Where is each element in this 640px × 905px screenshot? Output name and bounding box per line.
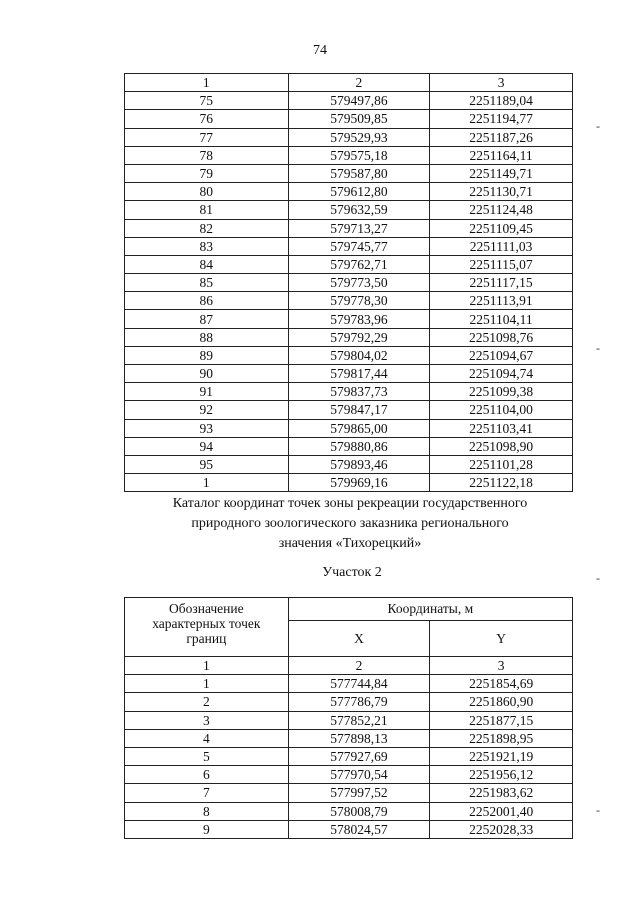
x-coordinate-cell: 577744,84 bbox=[288, 675, 430, 693]
x-coordinate-cell: 579632,59 bbox=[288, 201, 430, 219]
point-number-cell: 5 bbox=[125, 747, 289, 765]
point-number-cell: 95 bbox=[125, 455, 289, 473]
y-coordinate-cell: 2251113,91 bbox=[430, 292, 573, 310]
point-number-cell: 90 bbox=[125, 365, 289, 383]
margin-mark: - bbox=[596, 341, 600, 355]
table-header-row bbox=[125, 74, 573, 92]
y-header: Y bbox=[430, 620, 573, 656]
x-coordinate-cell: 578008,79 bbox=[288, 802, 430, 820]
column-number-2: 2 bbox=[288, 74, 430, 92]
y-coordinate-cell: 2251956,12 bbox=[430, 766, 573, 784]
caption-line: природного зоологического заказника регионального bbox=[191, 516, 509, 531]
margin-mark: - bbox=[596, 571, 600, 585]
x-coordinate-cell: 579804,02 bbox=[288, 346, 430, 364]
y-coordinate-cell: 2251149,71 bbox=[430, 164, 573, 182]
y-coordinate-cell: 2251898,95 bbox=[430, 729, 573, 747]
y-coordinate-cell: 2251094,74 bbox=[430, 365, 573, 383]
table1-body bbox=[125, 92, 573, 492]
designation-header-line: характерных точек bbox=[152, 616, 261, 631]
table-row bbox=[125, 92, 573, 110]
x-coordinate-cell: 579509,85 bbox=[288, 110, 430, 128]
y-coordinate-cell: 2251860,90 bbox=[430, 693, 573, 711]
y-coordinate-cell: 2251117,15 bbox=[430, 274, 573, 292]
y-coordinate-cell: 2251103,41 bbox=[430, 419, 573, 437]
coordinates-header: Координаты, м bbox=[288, 598, 572, 621]
point-number-cell: 89 bbox=[125, 346, 289, 364]
table-row bbox=[125, 419, 573, 437]
margin-mark: - bbox=[596, 803, 600, 817]
table-row bbox=[125, 437, 573, 455]
table-row bbox=[125, 237, 573, 255]
caption-line: значения «Тихорецкий» bbox=[278, 536, 422, 551]
x-coordinate-cell: 577786,79 bbox=[288, 693, 430, 711]
point-number-cell: 84 bbox=[125, 255, 289, 273]
y-coordinate-cell: 2251098,76 bbox=[430, 328, 573, 346]
table-row bbox=[125, 383, 573, 401]
table-row bbox=[125, 474, 573, 492]
point-number-cell: 4 bbox=[125, 729, 289, 747]
point-number-cell: 1 bbox=[125, 474, 289, 492]
point-number-cell: 76 bbox=[125, 110, 289, 128]
x-coordinate-cell: 579612,80 bbox=[288, 183, 430, 201]
table-row bbox=[125, 820, 573, 838]
column-number-3: 3 bbox=[430, 657, 573, 675]
y-coordinate-cell: 2251189,04 bbox=[430, 92, 573, 110]
table-row bbox=[125, 292, 573, 310]
y-coordinate-cell: 2251099,38 bbox=[430, 383, 573, 401]
x-coordinate-cell: 579529,93 bbox=[288, 128, 430, 146]
page-number: 74 bbox=[313, 43, 327, 58]
point-number-cell: 79 bbox=[125, 164, 289, 182]
y-coordinate-cell: 2251122,18 bbox=[430, 474, 573, 492]
table-header-row bbox=[125, 598, 573, 621]
x-header: X bbox=[288, 620, 430, 656]
table-row bbox=[125, 328, 573, 346]
x-coordinate-cell: 578024,57 bbox=[288, 820, 430, 838]
point-number-cell: 85 bbox=[125, 274, 289, 292]
table-row bbox=[125, 675, 573, 693]
table-row bbox=[125, 346, 573, 364]
point-number-cell: 88 bbox=[125, 328, 289, 346]
table-row bbox=[125, 365, 573, 383]
point-number-cell: 3 bbox=[125, 711, 289, 729]
table-row bbox=[125, 784, 573, 802]
point-number-cell: 8 bbox=[125, 802, 289, 820]
designation-header-line: границ bbox=[186, 631, 227, 646]
column-number-2: 2 bbox=[288, 657, 430, 675]
y-coordinate-cell: 2251983,62 bbox=[430, 784, 573, 802]
table-row bbox=[125, 693, 573, 711]
point-number-cell: 75 bbox=[125, 92, 289, 110]
catalog-caption bbox=[120, 494, 580, 554]
point-number-cell: 6 bbox=[125, 766, 289, 784]
table-row bbox=[125, 110, 573, 128]
x-coordinate-cell: 579773,50 bbox=[288, 274, 430, 292]
coordinates-table-section-2 bbox=[124, 597, 573, 839]
point-number-cell: 1 bbox=[125, 675, 289, 693]
y-coordinate-cell: 2251194,77 bbox=[430, 110, 573, 128]
caption-line: Каталог координат точек зоны рекреации государственного bbox=[172, 496, 528, 511]
x-coordinate-cell: 579792,29 bbox=[288, 328, 430, 346]
table-row bbox=[125, 183, 573, 201]
table-row bbox=[125, 802, 573, 820]
x-coordinate-cell: 577927,69 bbox=[288, 747, 430, 765]
x-coordinate-cell: 579783,96 bbox=[288, 310, 430, 328]
y-coordinate-cell: 2251187,26 bbox=[430, 128, 573, 146]
section-title: Участок 2 bbox=[322, 565, 382, 580]
point-number-cell: 87 bbox=[125, 310, 289, 328]
y-coordinate-cell: 2252001,40 bbox=[430, 802, 573, 820]
y-coordinate-cell: 2251098,90 bbox=[430, 437, 573, 455]
y-coordinate-cell: 2251101,28 bbox=[430, 455, 573, 473]
y-coordinate-cell: 2251164,11 bbox=[430, 146, 573, 164]
x-coordinate-cell: 579865,00 bbox=[288, 419, 430, 437]
point-number-cell: 83 bbox=[125, 237, 289, 255]
table-row bbox=[125, 401, 573, 419]
x-coordinate-cell: 577852,21 bbox=[288, 711, 430, 729]
y-coordinate-cell: 2251124,48 bbox=[430, 201, 573, 219]
table-row bbox=[125, 219, 573, 237]
x-coordinate-cell: 579587,80 bbox=[288, 164, 430, 182]
x-coordinate-cell: 579762,71 bbox=[288, 255, 430, 273]
coordinates-table-continued bbox=[124, 73, 573, 492]
table-row bbox=[125, 711, 573, 729]
column-number-3: 3 bbox=[430, 74, 573, 92]
table-row bbox=[125, 128, 573, 146]
column-number-1: 1 bbox=[125, 657, 289, 675]
table-numbering-row bbox=[125, 657, 573, 675]
y-coordinate-cell: 2251115,07 bbox=[430, 255, 573, 273]
margin-mark: - bbox=[596, 119, 600, 133]
y-coordinate-cell: 2251921,19 bbox=[430, 747, 573, 765]
table-row bbox=[125, 747, 573, 765]
y-coordinate-cell: 2251854,69 bbox=[430, 675, 573, 693]
y-coordinate-cell: 2251111,03 bbox=[430, 237, 573, 255]
point-number-cell: 78 bbox=[125, 146, 289, 164]
x-coordinate-cell: 579575,18 bbox=[288, 146, 430, 164]
point-number-cell: 80 bbox=[125, 183, 289, 201]
y-coordinate-cell: 2251104,00 bbox=[430, 401, 573, 419]
y-coordinate-cell: 2251104,11 bbox=[430, 310, 573, 328]
y-coordinate-cell: 2251109,45 bbox=[430, 219, 573, 237]
x-coordinate-cell: 577997,52 bbox=[288, 784, 430, 802]
table2-body bbox=[125, 675, 573, 839]
point-number-cell: 93 bbox=[125, 419, 289, 437]
point-number-cell: 81 bbox=[125, 201, 289, 219]
point-number-cell: 86 bbox=[125, 292, 289, 310]
x-coordinate-cell: 579745,77 bbox=[288, 237, 430, 255]
point-number-cell: 2 bbox=[125, 693, 289, 711]
y-coordinate-cell: 2252028,33 bbox=[430, 820, 573, 838]
point-number-cell: 91 bbox=[125, 383, 289, 401]
y-coordinate-cell: 2251877,15 bbox=[430, 711, 573, 729]
designation-header-line: Обозначение bbox=[169, 601, 244, 616]
y-coordinate-cell: 2251130,71 bbox=[430, 183, 573, 201]
point-number-cell: 94 bbox=[125, 437, 289, 455]
point-number-cell: 82 bbox=[125, 219, 289, 237]
y-coordinate-cell: 2251094,67 bbox=[430, 346, 573, 364]
designation-header bbox=[125, 598, 289, 657]
point-number-cell: 7 bbox=[125, 784, 289, 802]
table-row bbox=[125, 274, 573, 292]
point-number-cell: 9 bbox=[125, 820, 289, 838]
table-row bbox=[125, 201, 573, 219]
x-coordinate-cell: 579778,30 bbox=[288, 292, 430, 310]
table-row bbox=[125, 455, 573, 473]
table-row bbox=[125, 310, 573, 328]
table-row bbox=[125, 255, 573, 273]
x-coordinate-cell: 577970,54 bbox=[288, 766, 430, 784]
x-coordinate-cell: 577898,13 bbox=[288, 729, 430, 747]
table-row bbox=[125, 164, 573, 182]
x-coordinate-cell: 579880,86 bbox=[288, 437, 430, 455]
point-number-cell: 77 bbox=[125, 128, 289, 146]
table-row bbox=[125, 766, 573, 784]
x-coordinate-cell: 579893,46 bbox=[288, 455, 430, 473]
x-coordinate-cell: 579713,27 bbox=[288, 219, 430, 237]
x-coordinate-cell: 579847,17 bbox=[288, 401, 430, 419]
point-number-cell: 92 bbox=[125, 401, 289, 419]
x-coordinate-cell: 579497,86 bbox=[288, 92, 430, 110]
table-row bbox=[125, 146, 573, 164]
x-coordinate-cell: 579969,16 bbox=[288, 474, 430, 492]
x-coordinate-cell: 579837,73 bbox=[288, 383, 430, 401]
x-coordinate-cell: 579817,44 bbox=[288, 365, 430, 383]
table-row bbox=[125, 729, 573, 747]
column-number-1: 1 bbox=[125, 74, 289, 92]
